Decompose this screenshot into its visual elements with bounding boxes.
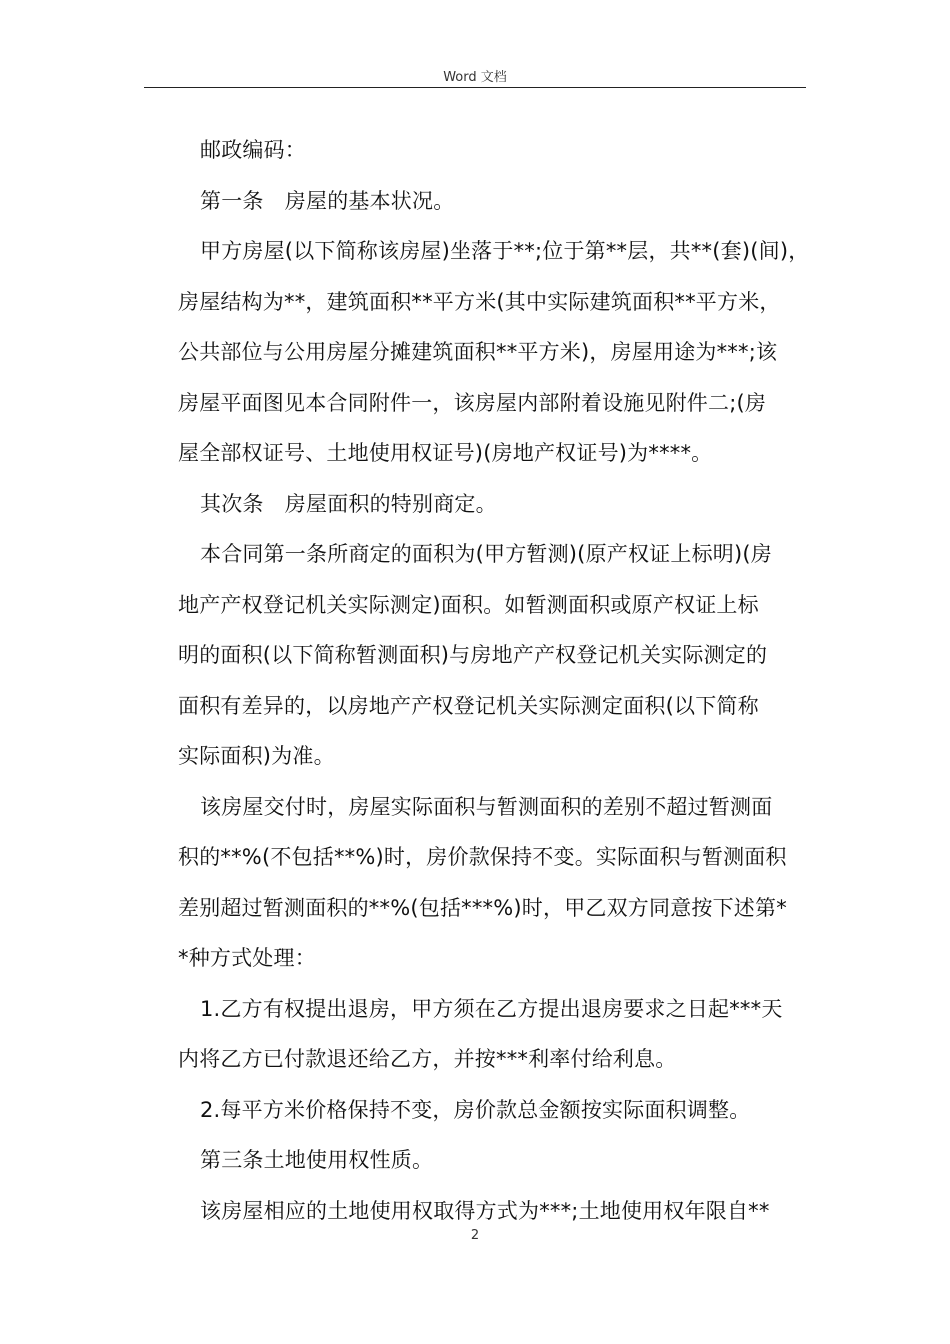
document-body	[178, 128, 818, 1239]
text-line: 明的面积(以下简称暂测面积)与房地产产权登记机关实际测定的	[178, 643, 768, 667]
text-line: 公共部位与公用房屋分摊建筑面积**平方米)，房屋用途为***;该	[178, 340, 778, 364]
page-number: 2	[470, 1228, 480, 1243]
text-line: 2.每平方米价格保持不变，房价款总金额按实际面积调整。	[200, 1097, 751, 1122]
text-line: 第三条土地使用权性质。	[200, 1148, 434, 1172]
text-line: *种方式处理：	[178, 946, 316, 970]
text-line: 其次条 房屋面积的特别商定。	[200, 491, 497, 516]
text-line: 实际面积)为准。	[178, 744, 335, 768]
text-line: 该房屋交付时，房屋实际面积与暂测面积的差别不超过暂测面	[200, 794, 773, 819]
text-line: 积的**%(不包括**%)时，房价款保持不变。实际面积与暂测面积	[178, 845, 787, 869]
text-line: 本合同第一条所商定的面积为(甲方暂测)(原产权证上标明)(房	[200, 542, 772, 566]
text-line: 该房屋相应的土地使用权取得方式为***;土地使用权年限自**	[200, 1198, 770, 1223]
text-line: 差别超过暂测面积的**%(包括***%)时，甲乙双方同意按下述第*	[178, 895, 787, 920]
header-divider	[144, 87, 806, 88]
text-line: 房屋结构为**，建筑面积**平方米(其中实际建筑面积**平方米，	[178, 289, 781, 314]
text-line: 房屋平面图见本合同附件一，该房屋内部附着设施见附件二;(房	[178, 390, 767, 415]
text-line: 第一条 房屋的基本状况。	[200, 188, 455, 213]
text-line: 1.乙方有权提出退房，甲方须在乙方提出退房要求之日起***天	[200, 996, 783, 1021]
text-line: 地产产权登记机关实际测定)面积。如暂测面积或原产权证上标	[178, 592, 759, 617]
text-line: 屋全部权证号、土地使用权证号)(房地产权证号)为****。	[178, 441, 713, 465]
text-line: 甲方房屋(以下简称该房屋)坐落于**;位于第**层，共**(套)(间)，	[200, 239, 810, 263]
text-line: 面积有差异的，以房地产产权登记机关实际测定面积(以下简称	[178, 693, 759, 718]
text-line: 内将乙方已付款退还给乙方，并按***利率付给利息。	[178, 1047, 677, 1071]
text-line: 邮政编码：	[200, 138, 306, 162]
page-header: Word 文档	[443, 70, 507, 85]
